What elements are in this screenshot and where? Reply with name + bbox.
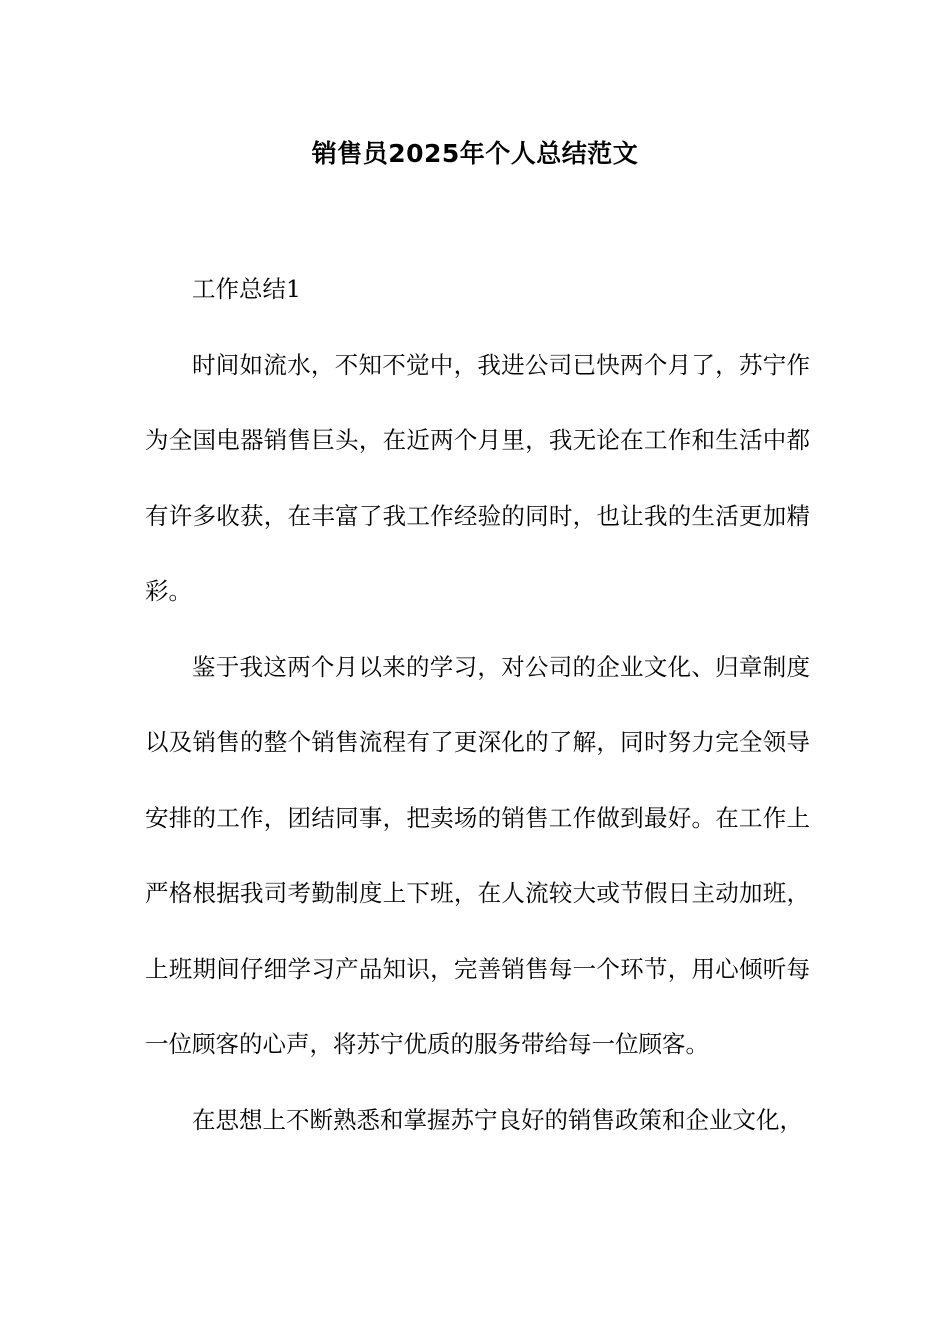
document-title: 销售员2025年个人总结范文 xyxy=(311,139,639,168)
paragraph-2: 鉴于我这两个月以来的学习，对公司的企业文化、归章制度以及销售的整个销售流程有了更深化的了解，同时努力完全领导安排的工作，团结同事，把卖场的销售工作做到最好。在工作上严格根据我司考勤制度上下班，在人流较大或节假日主动加班，上班期间仔细学习产品知识，完善销售每一个环节，用心倾听每一位顾客的心声，将苏宁优质的服务带给每一位顾客。 xyxy=(145,652,810,1058)
paragraph-3: 在思想上不断熟悉和掌握苏宁良好的销售政策和企业文化， xyxy=(192,1105,803,1134)
paragraph-1: 时间如流水，不知不觉中，我进公司已快两个月了，苏宁作为全国电器销售巨头，在近两个月里，我无论在工作和生活中都有许多收获，在丰富了我工作经验的同时，也让我的生活更加精彩。 xyxy=(145,350,810,605)
section-heading: 工作总结1 xyxy=(192,275,301,303)
document-body xyxy=(145,252,810,1158)
